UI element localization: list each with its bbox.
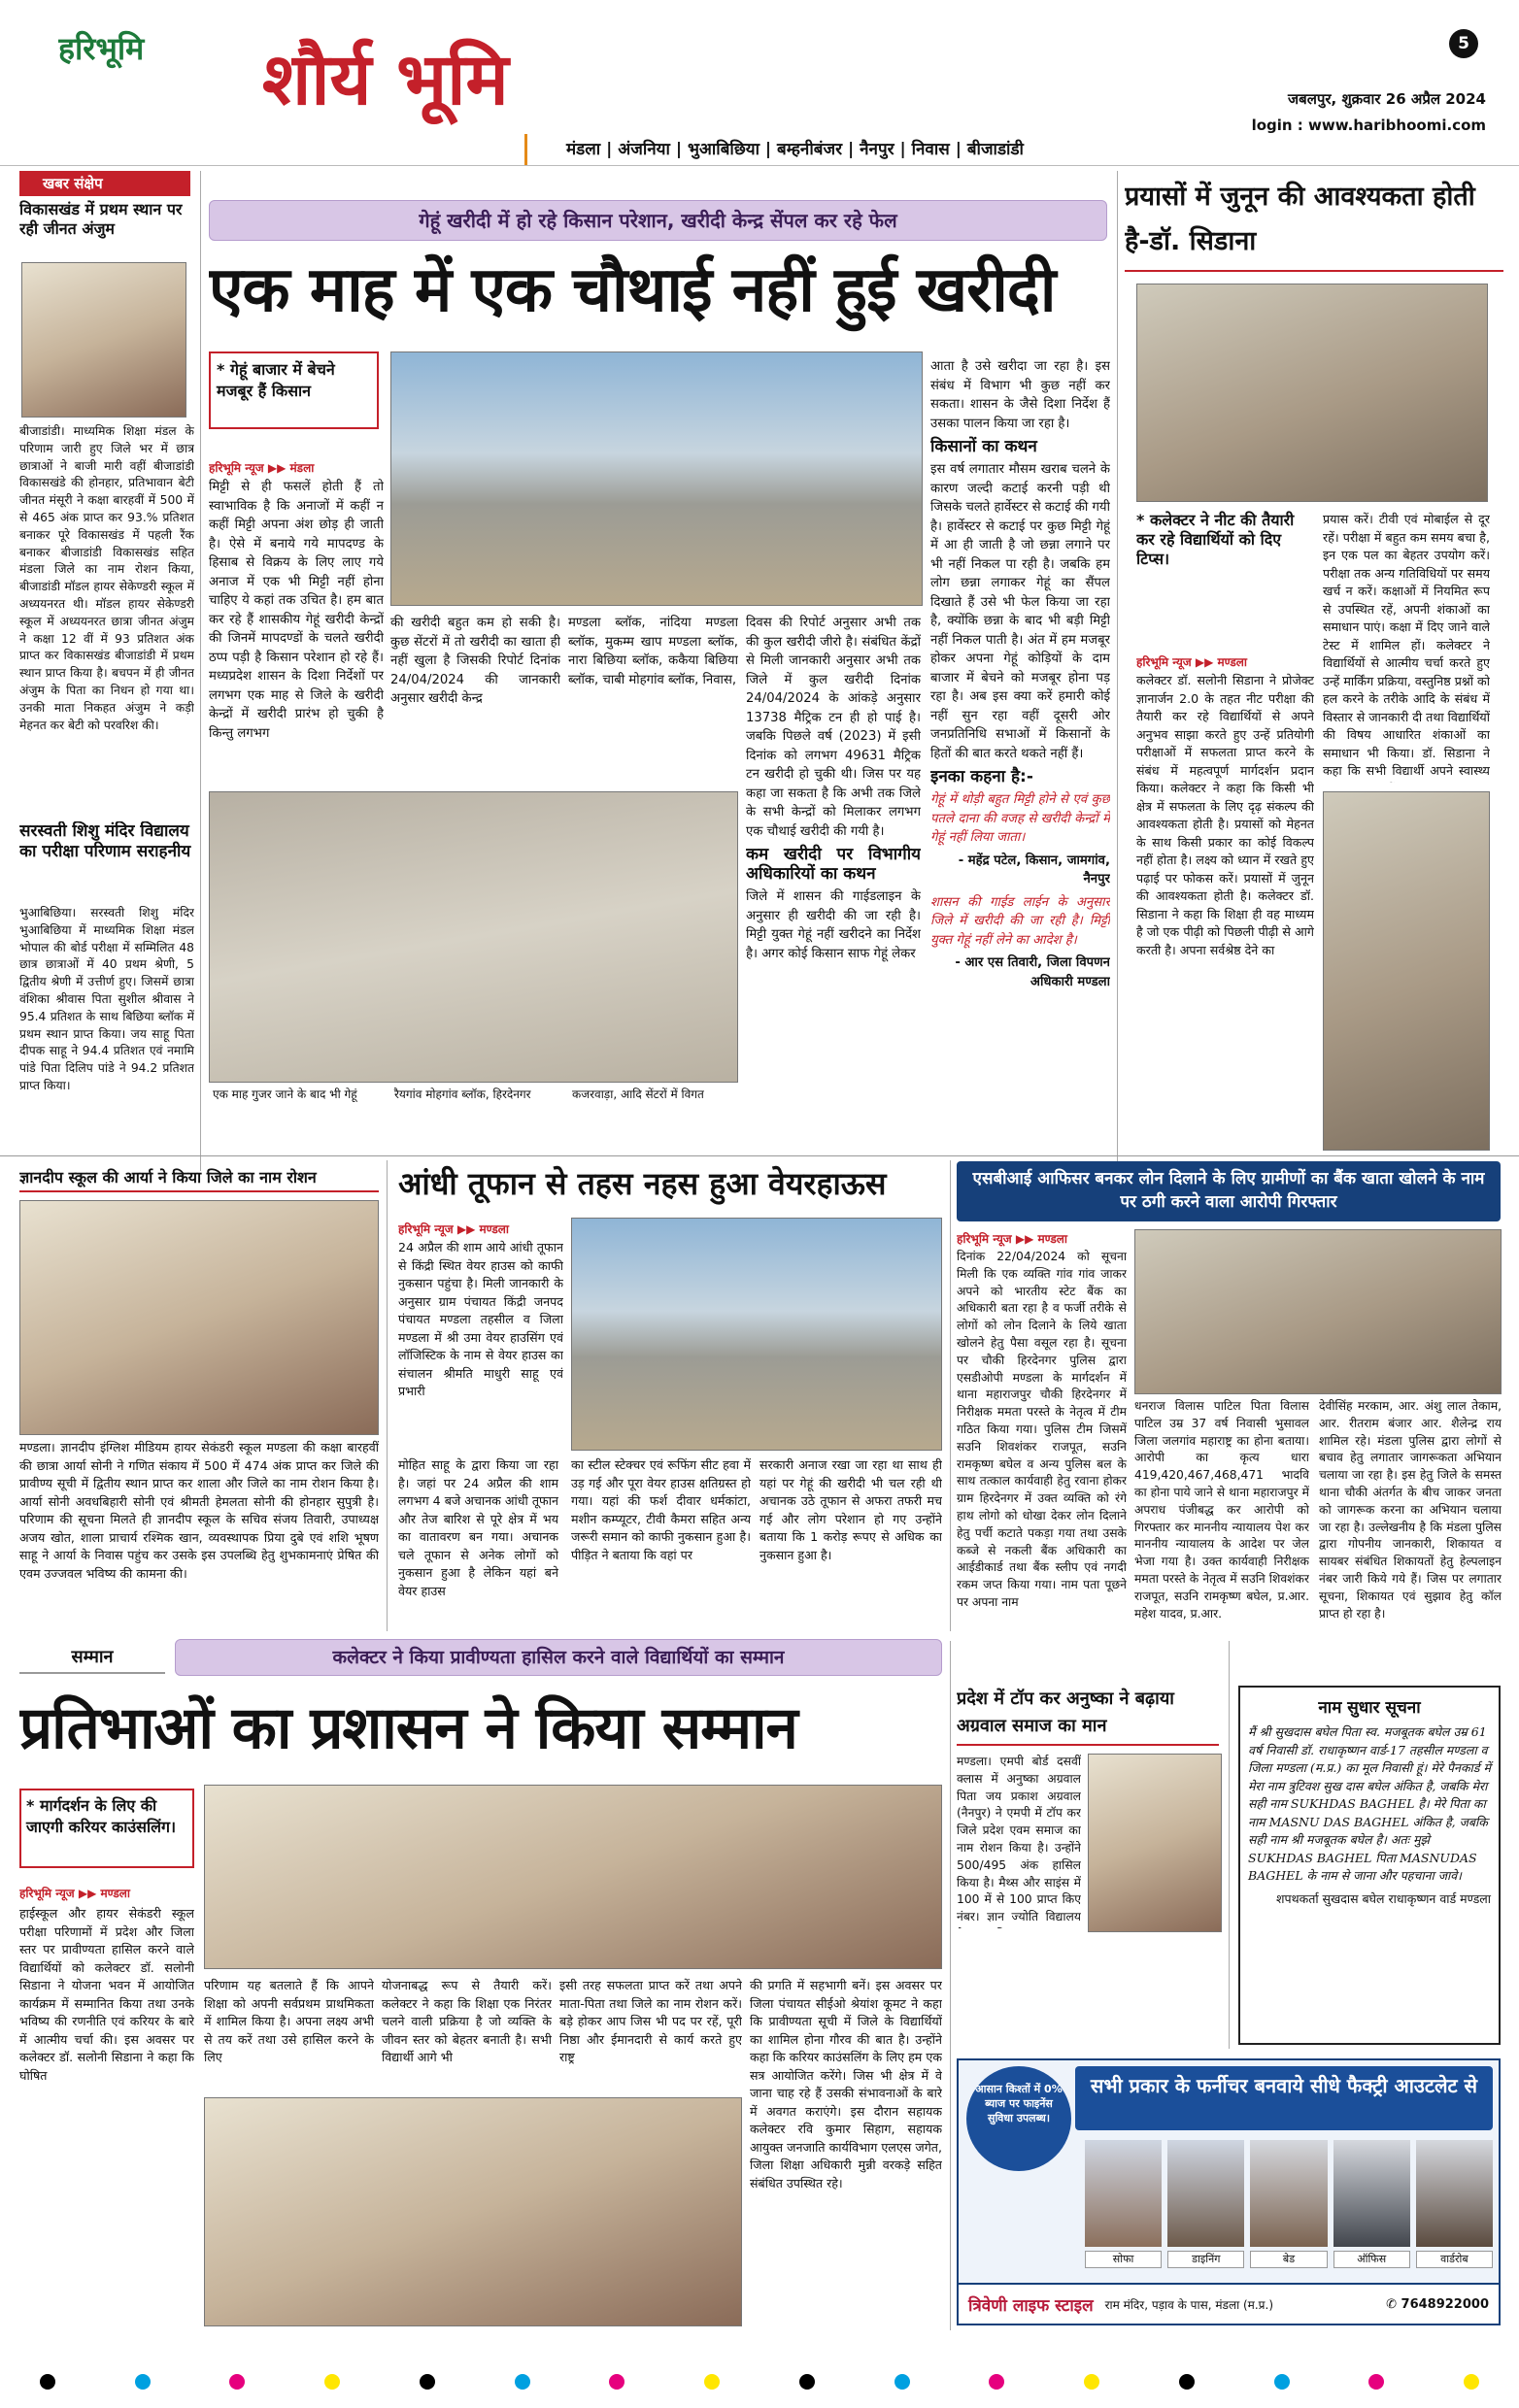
sbi-col1: दिनांक 22/04/2024 को सूचना मिली कि एक व्यक्ति गांव गांव जाकर अपने को भारतीय स्टेट बैंक का अधिकारी बता रहा है व फर्जी तरीके से लोगों को लोन दिलाने के लिये खाता खोलने हेतु पैसा वसूल रहा है। सूचना पर चौकी हिरदेनगर पुलिस द्वारा एसडीओपी मण्डला के मार्गदर्शन में थाना महाराजपुर चौकी हिरदेनगर में निरीक्षक ममता परस्ते के नेतृत्व में टीम गठित किया गया। पुलिस टीम जिसमें सउनि शिवशंकर राजपूत, सउनि रामकृष्ण बघेल व अन्य पुलिस बल के साथ तत्काल कार्यवाही हेतु रवाना होकर ग्राम हिरदेनगर में उक्त व्यक्ति को रंगे हाथ लोगो को धोखा देकर लोन दिलाने हेतु पर्ची कटाते पकड़ा गया तथा उसके कब्जे से नकली बैंक अधिकारी का आईडीकार्ड तथा बैंक स्लीप एवं नगदी रकम जप्त किया गया। नाम पता पूछने पर अपना नाम bbox=[957, 1250, 1127, 1609]
dining-product-image bbox=[1167, 2140, 1244, 2247]
reg-dot bbox=[1084, 2374, 1099, 2390]
reg-dot bbox=[704, 2374, 720, 2390]
samman-rule bbox=[950, 1641, 951, 2330]
neet-headline: प्रयासों में जुनून की आवश्यकता होती है-डॉ. सिडाना bbox=[1125, 175, 1503, 272]
police-arrest-photo bbox=[1134, 1229, 1502, 1394]
ad-footer bbox=[959, 2283, 1499, 2324]
award-photos-bottom bbox=[204, 2097, 742, 2326]
date-line: जबलपुर, शुक्रवार 26 अप्रैल 2024 bbox=[1288, 90, 1486, 108]
lead-col3: मण्डला ब्लॉक, नांदिया मण्डला ब्लॉक, मुकम्म खाप मण्डला ब्लॉक, नारा बिछिया ब्लॉक, ककैया बिछिया ब्लॉक, चाबी मोहगांव ब्लॉक, निवास, bbox=[568, 616, 738, 687]
storm-col3: का स्टील स्टेक्चर एवं रूफिंग सीट हवा में उड़ गई और पूरा वेयर हाउस क्षतिग्रस्त हो गया। यहां की फर्श दीवार धर्मकांटा, मशीन कम्प्यूटर, टीवी कैमरा सहित अन्य जरूरी समान को काफी नुकसान हुआ है। पीड़ित ने बताया कि वहां पर bbox=[571, 1457, 751, 1562]
lead-headline: एक माह में एक चौथाई नहीं हुई खरीदी bbox=[209, 254, 1056, 326]
farmer-quote-attr: - महेंद्र पटेल, किसान, जामगांव, नैनपुर bbox=[958, 853, 1110, 886]
gyandeep-body: मण्डला। ज्ञानदीप इंग्लिश मीडियम हायर सेकंडरी स्कूल मण्डला की कक्षा बारहवीं की छात्रा आर्या सोनी ने गणित संकाय में 500 में 474 अंक प्राप्त कर जिले की प्रावीण्य सूची में द्वितीय स्थान प्राप्त कर शाला और जिले का नाम रोशन किया है। आर्या सोनी अवधबिहारी सोनी एवं श्रीमती हेमलता सोनी की होनहार सुपुत्री है। परिणाम की सूचना मिलते ही ज्ञानदीप स्कूल के सचिव संजय तिवारी, उपाध्यक्ष अजय खोत, शाला प्राचार्य रश्मिक खान, व्यवस्थापक प्रिया दुबे एवं शशि भूषण साहू ने आर्या के निवास पहुंच कर उसके इस उपलब्धि हेतु शुभकामनाएं प्रेषित की एवम उज्जवल भविष्य की कामना की। bbox=[19, 1440, 379, 1581]
farmers-subhead: किसानों का कथन bbox=[930, 437, 1037, 456]
anushka-body: मण्डला। एमपी बोर्ड दसवीं क्लास में अनुष्का अग्रवाल पिता जय प्रकाश अग्रवाल (नैनपुर) ने एमपी में टॉप कर जिले प्रदेश एवम समाज का नाम रोशन किया है। उन्होंने 500/495 अंक हासिल किया है। मैथ्स और साइंस में 100 में से 100 प्राप्त किए नंबर। ज्ञान ज्योति विद्यालय bbox=[957, 1755, 1081, 1924]
lead-right-rule bbox=[1117, 171, 1118, 1171]
warehouse-photo bbox=[571, 1218, 942, 1451]
login-url[interactable]: login : www.haribhoomi.com bbox=[1251, 117, 1486, 134]
storm-headline: आंधी तूफान से तहस नहस हुआ वेयरहाऊस bbox=[398, 1165, 887, 1202]
reg-dot bbox=[420, 2374, 435, 2390]
anushka-headline: प्रदेश में टॉप कर अनुष्का ने बढ़ाया अग्रवाल समाज का मान bbox=[957, 1686, 1219, 1746]
anushka-photo bbox=[1088, 1754, 1222, 1932]
news-brief-label: खबर संक्षेप bbox=[19, 171, 190, 196]
brief2-title: सरस्वती शिशु मंदिर विद्यालय का परीक्षा परिणाम सराहनीय bbox=[19, 821, 191, 861]
samman-col1: हाईस्कूल और हायर सेकंडरी स्कूल परीक्षा परिणामों में प्रदेश और जिला स्तर पर प्रावीण्यता हासिल करने वाले विद्यार्थियों को कलेक्टर डॉ. सलोनी सिडाना ने योजना भवन में आयोजित कार्यक्रम में सम्मानित किया तथा उनके भविष्य की रणनीति एवं करियर के बारे में आत्मीय चर्चा की। इस अवसर पर कलेक्टर डॉ. सलोनी सिडाना ने कहा कि घोषित bbox=[19, 1906, 194, 2083]
district-bar: मंडला | अंजनिया | भुआबिछिया | बम्हनीबंजर | नैनपुर | निवास | बीजाडांडी bbox=[524, 134, 1185, 165]
phone-icon: ✆ bbox=[1386, 2296, 1401, 2312]
farmer-quote: गेहूं में थोड़ी बहुत मिट्टी होने से एवं कुछ पतले दाना की वजह से खरीदी केन्द्रों में गेहूं नहीं लिया जाता। bbox=[930, 792, 1110, 845]
lead-caption3: कजरवाड़ा, आदि सेंटरों में विगत bbox=[568, 1086, 738, 1103]
storm-rule bbox=[950, 1160, 951, 1631]
storm-col1: 24 अप्रैल की शाम आये आंधी तूफान से किंद्री स्थित वेयर हाउस को काफी नुकसान पहुंचा है। मिली जानकारी के अनुसार ग्राम पंचायत किंद्री जनपद पंचायत मण्डला तहसील व जिला मण्डला में श्री उमा वेयर हाउसिंग एवं लॉजिस्टिक के नाम से वेयर हाउस का संचालन श्रीमति माधुरी साहू एवं प्रभारी bbox=[398, 1240, 563, 1398]
notice-title: नाम सुधार सूचना bbox=[1318, 1698, 1421, 1718]
ad-label: वार्डरोब bbox=[1416, 2251, 1493, 2268]
gyandeep-photo bbox=[19, 1200, 379, 1435]
samman-pull-quote: * मार्गदर्शन के लिए की जाएगी करियर काउंसलिंग। bbox=[19, 1789, 194, 1868]
neet-subhead: * कलेक्टर ने नीट की तैयारी कर रहे विद्यार्थियों को दिए टिप्स। bbox=[1136, 511, 1295, 568]
reg-dot bbox=[324, 2374, 340, 2390]
lead-kicker: गेहूं खरीदी में हो रहे किसान परेशान, खरीदी केन्द्र सेंपल कर रहे फेल bbox=[209, 200, 1107, 241]
reg-dot bbox=[515, 2374, 530, 2390]
ad-label: डाइनिंग bbox=[1167, 2251, 1244, 2268]
masthead-divider bbox=[0, 165, 1519, 166]
name-correction-notice bbox=[1238, 1686, 1501, 2045]
neet-col2: प्रयास करें। टीवी एवं मोबाईल से दूर रहें। परीक्षा में बहुत कम समय बचा है, इन एक पल का बेहतर उपयोग करें। परीक्षा तक अन्य गतिविधियों पर समय खर्च न करें। कक्षाओं में नियमित रूप से उपस्थित रहें, अपनी शंकाओं का समाधान पाएं। कक्षा में दिए जाने वाले टेस्ट में शामिल हों। कलेक्टर ने विद्यार्थियों से आत्मीय चर्चा करते हुए उन्हें मार्किंग प्रक्रिया, वस्तुनिष्ठ प्रश्नों को हल करने के तरीके आदि के संबंध में विस्तार से जानकारी दी तथा विद्यार्थियों की विषय आधारित शंकाओं का समाधान भी किया। डॉ. सिडाना ने कहा कि सभी विद्यार्थी अपने स्वास्थ्य bbox=[1323, 512, 1490, 778]
storm-col2: मोहित साहू के द्वारा किया जा रहा है। जहां पर 24 अप्रैल की शाम लगभग 4 बजे अचानक आंधी तूफान और तेज बारिश से पूरे क्षेत्र में भय का वातावरण बन गया। अचानक चले तूफान से अनेक लोगों को नुकसान हुआ है लेकिन यहां बने वेयर हाउस bbox=[398, 1457, 558, 1598]
ad-product-row bbox=[1085, 2140, 1493, 2247]
harvest-field-photo bbox=[390, 351, 923, 606]
classroom-photo-2 bbox=[1323, 791, 1490, 1151]
notice-signature: शपथकर्ता सुखदास बघेल राधाकृष्णन वार्ड मण्डला bbox=[1276, 1890, 1491, 1906]
samman-col4: इसी तरह सफलता प्राप्त करें तथा अपने माता-पिता तथा जिले का नाम रोशन करें। बड़े होकर आप जिस भी पद पर रहें, पूरी निष्ठा और ईमानदारी से कार्य करते हुए राष्ट्र bbox=[559, 1978, 742, 2064]
reg-dot bbox=[799, 2374, 815, 2390]
ad-label: बेड bbox=[1250, 2251, 1327, 2268]
ad-headline: सभी प्रकार के फर्नीचर बनवाये सीधे फैक्ट्री आउटलेट से bbox=[1075, 2066, 1493, 2130]
page-number: 5 bbox=[1449, 29, 1478, 58]
lead-col4-text: दिवस की रिपोर्ट अनुसार अभी तक की कुल खरीदी जीरो है। संबंधित केंद्रों से मिली जानकारी अनुसार अभी तक जिले में कुल खरीदी दिनांक 24/04/2024 के आंकड़े अनुसार 13738 मैट्रिक टन ही हो पाई है। जबकि पिछले वर्ष (2023) में इसी दिनांक को लगभग 49631 मैट्रिक टन खरीदी हो चुकी थी। जिस पर यह कहा जा सकता है कि अभी तक जिले के सभी केन्द्रों को मिलाकर लगभग एक चौथाई खरीदी की गयी है। bbox=[746, 616, 921, 839]
samman-col3: योजनाबद्ध रूप से तैयारी करें। कलेक्टर ने कहा कि शिक्षा एक निरंतर चलने वाली प्रक्रिया है जो व्यक्ति के जीवन स्तर को बेहतर बनाती है। सभी विद्यार्थी आगे भी bbox=[382, 1978, 552, 2064]
officials-subhead: कम खरीदी पर विभागीय अधिकारियों का कथन bbox=[746, 845, 921, 884]
sbi-col2: धनराज विलास पाटिल पिता विलास पाटिल उम्र 37 वर्ष निवासी भुसावल जिला जलगांव महाराष्ट्र का होना बताया। आरोपी का कृत्य धारा 419,420,467,468,471 भादवि का होना पाये जाने से थाना महाराजपुर में अपराध पंजीबद्ध कर आरोपी को गिरफ्तार कर माननीय न्यायालय पेश कर माननीय न्यायालय के आदेश पर जेल भेजा गया है। उक्त कार्यवाही निरीक्षक ममता परस्ते के नेतृत्व में सउनि शिवशंकर राजपूत, सउनि रामकृष्ण बघेल, प्र.आर. महेश यादव, प्र.आर. bbox=[1134, 1399, 1309, 1621]
samman-col5: की प्रगति में सहभागी बनें। इस अवसर पर जिला पंचायत सीईओ श्रेयांश कूमट ने कहा कि प्रावीण्यता सूची में जिले के विद्यार्थियों का शामिल होना गौरव की बात है। उन्होंने कहा कि करियर काउंसलिंग के लिए हम एक सत्र आयोजित करेंगे। जिस भी क्षेत्र में वे जाना चाह रहे हैं उसकी संभावनाओं के बारे में अवगत कराएंगे। इस दौरान सहायक कलेक्टर रवि कुमार सिहाग, सहायक आयुक्त जनजाति कार्यविभाग एलएस जगेत, जिला शिक्षा अधिकारी मुन्नी वरकड़े सहित संबंधित उपस्थित रहे। bbox=[750, 1978, 942, 2191]
officials-text: जिले में शासन की गाईडलाइन के अनुसार ही खरीदी की जा रही है। मिट्टी युक्त गेहूं नहीं खरीदने का निर्देश है। अगर कोई किसान साफ गेहूं लेकर bbox=[746, 889, 921, 961]
samman-headline: प्रतिभाओं का प्रशासन ने किया सम्मान bbox=[19, 1694, 797, 1762]
ad-label-row bbox=[1085, 2251, 1493, 2268]
ad-label: ऑफिस bbox=[1333, 2251, 1410, 2268]
lead-col5-text: आता है उसे खरीदा जा रहा है। इस संबंध में विभाग भी कुछ नहीं कर सकता। शासन के जैसे दिशा निर्देश हैं उसका पालन किया जा रहा है। bbox=[930, 359, 1110, 431]
brand-name: हरिभूमि bbox=[58, 30, 145, 67]
farmers-text: इस वर्ष लगातार मौसम खराब चलने के कारण जल्दी कटाई करनी पड़ी थी जिसके चलते हार्वेस्टर से कटाई की गयी है। हार्वेस्टर से कटाई पर कुछ मिट्टी गेहूं में आ ही जाती है जो छन्ना लगाने पर भी नहीं निकल पा रही है। जबकि हम लोग छन्ना लगाकर गेहूं का सैंपल दिखाते हैं उसे भी फेल किया जा रहा है, क्योंकि छन्ना के बाद भी बड़ी मिट्टी नहीं निकल पाती है। अंत में हम मजबूर होकर अपना गेहूं कोड़ियों के दाम बाजार में बेचने को मजबूर होना पड़ रहा है। अब इस क्या करें हमारी कोई नहीं सुन रहा वहीं दूसरी ओर जनप्रतिनिधि सभाओं में किसानों के हितों की बात करते थकते नहीं हैं। bbox=[930, 462, 1110, 761]
reg-dot bbox=[1179, 2374, 1195, 2390]
neet-byline: हरिभूमि न्यूज ▶▶ मण्डला bbox=[1136, 655, 1248, 669]
officer-quote-attr: - आर एस तिवारी, जिला विपणन अधिकारी मण्डला bbox=[955, 955, 1110, 989]
brief1-title: विकासखंड में प्रथम स्थान पर रही जीनत अंजुम bbox=[19, 200, 183, 238]
furniture-ad[interactable] bbox=[957, 2058, 1501, 2325]
wheat-pile-photo bbox=[209, 791, 738, 1083]
lead-pull-quote: * गेहूं बाजार में बेचने मजबूर हैं किसान bbox=[209, 351, 379, 429]
lead-caption1: एक माह गुजर जाने के बाद भी गेहूं bbox=[209, 1086, 384, 1103]
lead-byline: हरिभूमि न्यूज ▶▶ मंडला bbox=[209, 461, 315, 475]
reg-dot bbox=[989, 2374, 1004, 2390]
reg-dot bbox=[229, 2374, 245, 2390]
brand-logo bbox=[58, 27, 214, 76]
student-portrait-photo bbox=[21, 262, 186, 418]
ad-label: सोफा bbox=[1085, 2251, 1162, 2268]
ad-phone-wrap[interactable] bbox=[1386, 2297, 1489, 2312]
officer-quote: शासन की गाईड लाईन के अनुसार जिले में खरीदी की जा रही है। मिट्टी युक्त गेहूं नहीं लेने का आदेश है। bbox=[930, 894, 1110, 948]
sbi-col3: देवीसिंह मरकाम, आर. अंशु लाल तेकाम, आर. रीतराम बंजार आर. शैलेन्द्र राय शामिल रहे। मंडला पुलिस द्वारा लोगों से बचाव हेतु लगातार जागरूकता अभियान चलाया जा रहा है। इस हेतु जिले के समस्त थाना चौकी अंतर्गत के बीच जाकर जनता को जागरूक करना का अभियान चलाया जा रहा है। उल्लेखनीय है कि मंडला पुलिस द्वारा गोपनीय जानकारी, शिकायत व सायबर संबंधित शिकायतों हेतु हेल्पलाइन नंबर जारी किये गये हैं। जिस पर लगातार सूचना, शिकायत एवं सुझाव हेतु कॉल प्राप्त हो रहा है। bbox=[1319, 1399, 1502, 1621]
sofa-product-image bbox=[1085, 2140, 1162, 2247]
reg-dot bbox=[609, 2374, 624, 2390]
wardrobe-product-image bbox=[1416, 2140, 1493, 2247]
storm-col4: सरकारी अनाज रखा जा रहा था साथ ही यहां पर गेहूं की खरीदी भी चल रही थी अचानक उठे तूफान से अफरा तफरी मच गई और लोग परेशान हो गए उन्होंने बताया कि 1 करोड़ रूपए से अधिक का नुकसान हुआ है। bbox=[760, 1457, 942, 1562]
reg-dot bbox=[40, 2374, 55, 2390]
ad-address: राम मंदिर, पड़ाव के पास, मंडला (म.प्र.) bbox=[1104, 2297, 1274, 2312]
section-title: शौर्य भूमि bbox=[262, 38, 509, 121]
brief1-body: बीजाडांडी। माध्यमिक शिक्षा मंडल के परिणाम जारी हुए जिले भर में छात्र छात्राओं ने बाजी मारी वहीं बीजाडांडी विकासखंडे की होनहार, प्रतिभावान बेटी जीनत मंसूरी ने कक्षा बारहवीं में 500 में से 465 अंक प्राप्त कर 93.% प्रतिशत बनाकर पूरे विकासखंड में पहली रैंक बनाकर बीजाडांडी विकासखंड सहित मंडला जिले का नाम रोशन किया, बीजाडांडी मॉडल हायर सेकेण्डरी स्कूल में अध्ययनरत थी। मॉडल हायर सेकेण्डरी स्कूल में अध्ययनरत छात्रा जीनत अंजुम ने कक्षा 12 वीं में 93 प्रतिशत अंक प्राप्त कर विकासखंड बीजाडांडी में प्रथम स्थान प्राप्त किया है। बचपन में ही जीनत अंजुम के पिता का निधन हो गया था। उनकी माता निकहत अंजुम ने कड़ी मेहनत कर बेटी को परवरिश की। bbox=[19, 424, 194, 732]
reg-dot bbox=[135, 2374, 151, 2390]
bed-product-image bbox=[1250, 2140, 1327, 2247]
office-product-image bbox=[1333, 2140, 1410, 2247]
sbi-byline: हरिभूमि न्यूज ▶▶ मण्डला bbox=[957, 1232, 1068, 1246]
award-photos-top bbox=[204, 1785, 942, 1969]
print-registration-marks bbox=[0, 2369, 1519, 2394]
lead-col5 bbox=[930, 357, 1110, 1105]
quotes-subhead: इनका कहना है:- bbox=[930, 767, 1033, 786]
neet-col1: कलेक्टर डॉ. सलोनी सिडाना ने प्रोजेक्ट ज्ञानार्जन 2.0 के तहत नीट परीक्षा की तैयारी कर रहे विद्यार्थियों से अपने अनुभव साझा करते हुए उन्हें प्रतियोगी परीक्षाओं में सफलता प्राप्त करने के संबंध में महत्वपूर्ण मार्गदर्शन प्रदान किया। कलेक्टर ने कहा कि किसी भी क्षेत्र में सफलता के लिए दृढ़ संकल्प की आवश्यकता होती है। प्रयासों को मेहनत के साथ किसी प्रकार का कोई विकल्प नहीं होता है। लक्ष्य को ध्यान में रखते हुए पढ़ाई पर फोकस करें। प्रयासों में जुनून की आवश्यकता होती है। कलेक्टर डॉ. सिडाना ने कहा कि शिक्षा ही वह माध्यम है जो एक पीढ़ी को पिछली पीढ़ी से आगे करती है। अपना सर्वश्रेष्ठ देने का bbox=[1136, 673, 1314, 957]
left-col-rule bbox=[200, 171, 201, 1171]
brief2-body: भुआबिछिया। सरस्वती शिशु मंदिर भुआबिछिया में माध्यमिक शिक्षा मंडल भोपाल की बोर्ड परीक्षा में सम्मिलित 48 छात्र छात्राओं में 40 प्रथम श्रेणी, 5 द्वितीय श्रेणी में उत्तीर्ण हुए। जिसमें छात्रा वंशिका श्रीवास पिता सुशील श्रीवास ने 95.4 प्रतिशत के साथ बिछिया ब्लॉक में प्रथम स्थान प्राप्त किया। जय साहू पिता दीपक साहू ने 94.4 प्रतिशत एवं नमामि पांडे पिता दिलिप पांडे ने 94.2 प्रतिशत प्राप्त किया। bbox=[19, 906, 194, 1092]
reg-dot bbox=[1368, 2374, 1384, 2390]
classroom-photo bbox=[1136, 284, 1488, 502]
notice-body: मैं श्री सुखदास बघेल पिता स्व. मजबूतक बघेल उम्र 61 वर्ष निवासी डॉ. राधाकृष्णन वार्ड-17 तहसील मण्डला व जिला मण्डला (म.प्र.) का मूल निवासी हूं। मेरे पैनकार्ड में मेरा नाम त्रुटिवश सुख दास बघेल अंकित है, जबकि मेरा सही नाम SUKHDAS BAGHEL है। मेरे पिता का नाम MASNU DAS BAGHEL अंकित है, जबकि सही नाम श्री मजबूतक बघेल है। अतः मुझे SUKHDAS BAGHEL पिता MASNUDAS BAGHEL के नाम से जाना और पहचाना जावे। bbox=[1248, 1724, 1491, 1883]
samman-col2: परिणाम यह बतलाते हैं कि आपने शिक्षा को अपनी सर्वप्रथम प्राथमिकता में शामिल किया है। अपना लक्ष्य अभी से तय करें तथा उसे हासिल करने के लिए bbox=[204, 1978, 374, 2064]
gyandeep-title: ज्ञानदीप स्कूल की आर्या ने किया जिले का नाम रोशन bbox=[19, 1165, 379, 1192]
lead-caption2: रैयगांव मोहगांव ब्लॉक, हिरदेनगर bbox=[390, 1086, 560, 1103]
samman-label: सम्मान bbox=[19, 1641, 165, 1674]
reg-dot bbox=[1464, 2374, 1479, 2390]
ad-brand: त्रिवेणी लाइफ स्टाइल bbox=[968, 2295, 1094, 2316]
anushka-rule bbox=[1229, 1641, 1230, 2049]
samman-byline: हरिभूमि न्यूज ▶▶ मण्डला bbox=[19, 1887, 131, 1900]
gyandeep-rule bbox=[387, 1160, 388, 1631]
ad-finance-badge: आसान किश्तों में 0% ब्याज पर फाइनेंस सुविधा उपलब्ध। bbox=[966, 2066, 1071, 2171]
row2-rule bbox=[0, 1155, 1519, 1156]
reg-dot bbox=[895, 2374, 910, 2390]
lead-col4 bbox=[746, 614, 921, 1104]
anushka-body-intro bbox=[957, 1754, 1081, 1928]
lead-col2: की खरीदी बहुत कम हो सकी है। कुछ सेंटरों में तो खरीदी का खाता ही नहीं खुला है जिसकी रिपोर्ट दिनांक 24/04/2024 की जानकारी अनुसार खरीदी केन्द्र bbox=[390, 616, 560, 706]
reg-dot bbox=[1274, 2374, 1290, 2390]
lead-col1: मिट्टी से ही फसलें होती हैं तो स्वाभाविक है कि अनाजों में कहीं न कहीं मिट्टी अपना अंश छोड़ ही जाती है। ऐसे में बनाये गये मापदण्ड के हिसाब से विक्रय के लिए लाए गये अनाज में एक भी मिट्टी नहीं होना चाहिए ये कहां तक उचित है। हम बात कर रहे हैं शासकीय गेहूं खरीदी केन्द्रों की जिनमें मापदण्डों के चलते खरीदी ठप्प पड़ी है किसान परेशान हो रहे हैं। मध्यप्रदेश शासन के दिशा निर्देशों पर लगभग एक माह से जिले के खरीदी केन्द्रों में खरीदी प्रारंभ हो चुकी है किन्तु लगभग bbox=[209, 480, 384, 741]
samman-strip: कलेक्टर ने किया प्रावीण्यता हासिल करने वाले विद्यार्थियों का सम्मान bbox=[175, 1639, 942, 1676]
sbi-headline: एसबीआई आफिसर बनकर लोन दिलाने के लिए ग्रामीणों का बैंक खाता खोलने के नाम पर ठगी करने वाला आरोपी गिरफ्तार bbox=[957, 1161, 1501, 1221]
ad-phone: 7648922000 bbox=[1401, 2296, 1489, 2312]
storm-byline: हरिभूमि न्यूज ▶▶ मण्डला bbox=[398, 1222, 510, 1236]
